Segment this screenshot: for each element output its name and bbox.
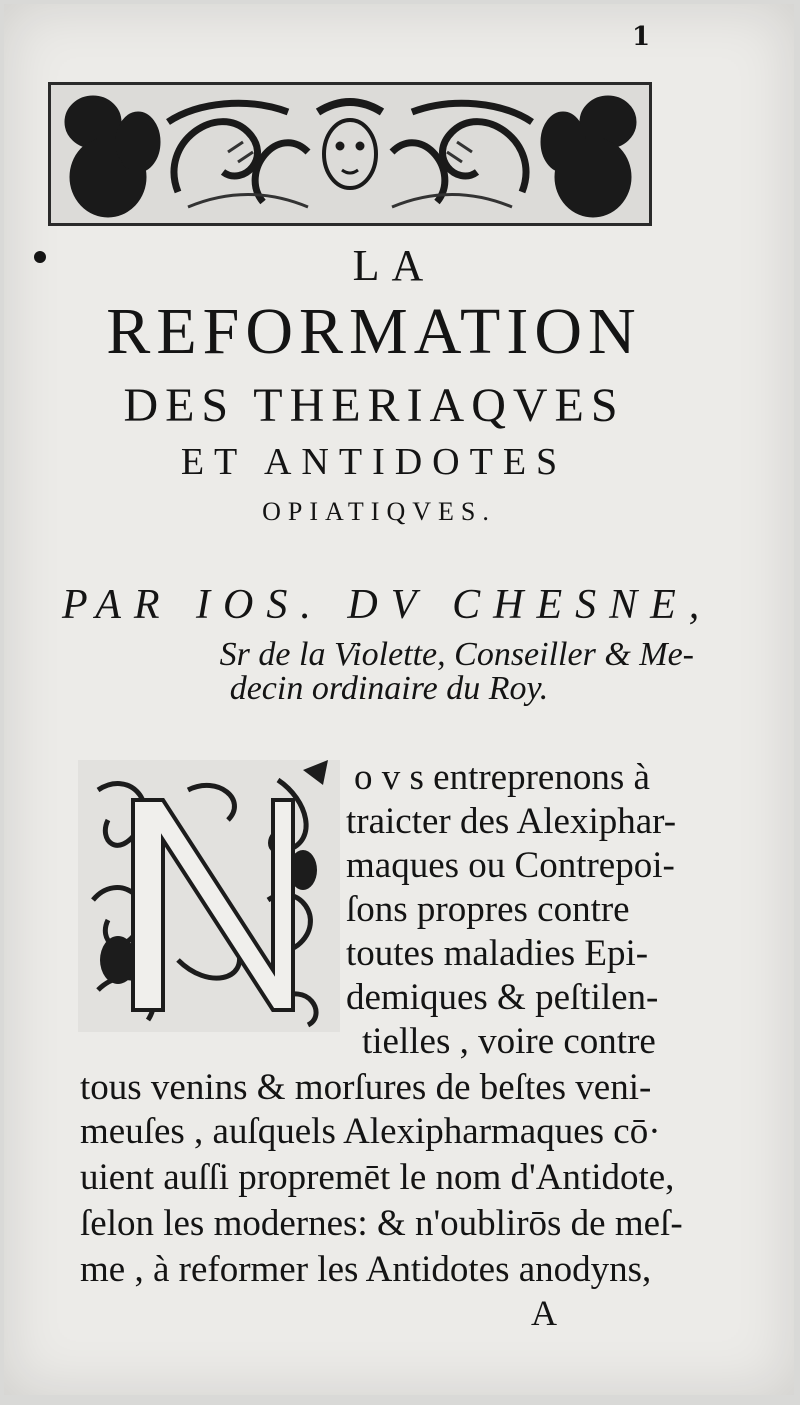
title-line-3: DES THERIAQVES bbox=[123, 379, 625, 432]
body-line-12: me , à reformer les Antidotes anodyns, bbox=[80, 1249, 652, 1290]
drop-cap-letter bbox=[78, 760, 340, 1032]
body-line-9: meuſes , auſquels Alexipharmaques cō· bbox=[80, 1111, 661, 1152]
body-line-5: toutes maladies Epi- bbox=[346, 933, 649, 974]
ornamental-headpiece-icon bbox=[48, 82, 652, 226]
body-line-11: ſelon les modernes: & n'oublirōs de meſ- bbox=[80, 1203, 683, 1244]
author-line-1: PAR IOS. DV CHESNE, bbox=[62, 582, 713, 628]
page-number: 1 bbox=[632, 22, 651, 52]
body-line-7: tielles , voire contre bbox=[362, 1021, 656, 1062]
body-line-3: maques ou Contrepoi- bbox=[346, 845, 675, 886]
body-line-2: traicter des Alexiphar- bbox=[346, 801, 677, 842]
title-line-4: ET ANTIDOTES bbox=[180, 441, 568, 483]
book-page bbox=[4, 4, 794, 1395]
body-line-10: uient auſſi propremēt le nom d'Antidote, bbox=[80, 1157, 675, 1198]
title-line-2: REFORMATION bbox=[106, 295, 642, 368]
title-line-5: OPIATIQVES. bbox=[262, 497, 496, 526]
body-line-4: ſons propres contre bbox=[346, 889, 630, 930]
author-line-3: decin ordinaire du Roy. bbox=[229, 670, 549, 707]
body-line-1: o v s entreprenons à bbox=[354, 757, 650, 798]
title-line-1: LA bbox=[352, 241, 436, 290]
body-line-8: tous venins & morſures de beſtes veni- bbox=[80, 1067, 652, 1108]
author-line-2: Sr de la Violette, Conseiller & Me- bbox=[219, 636, 694, 673]
decorated-initial bbox=[78, 760, 340, 1032]
body-line-6: demiques & peſtilen- bbox=[346, 977, 659, 1018]
signature-mark: A bbox=[531, 1293, 557, 1333]
